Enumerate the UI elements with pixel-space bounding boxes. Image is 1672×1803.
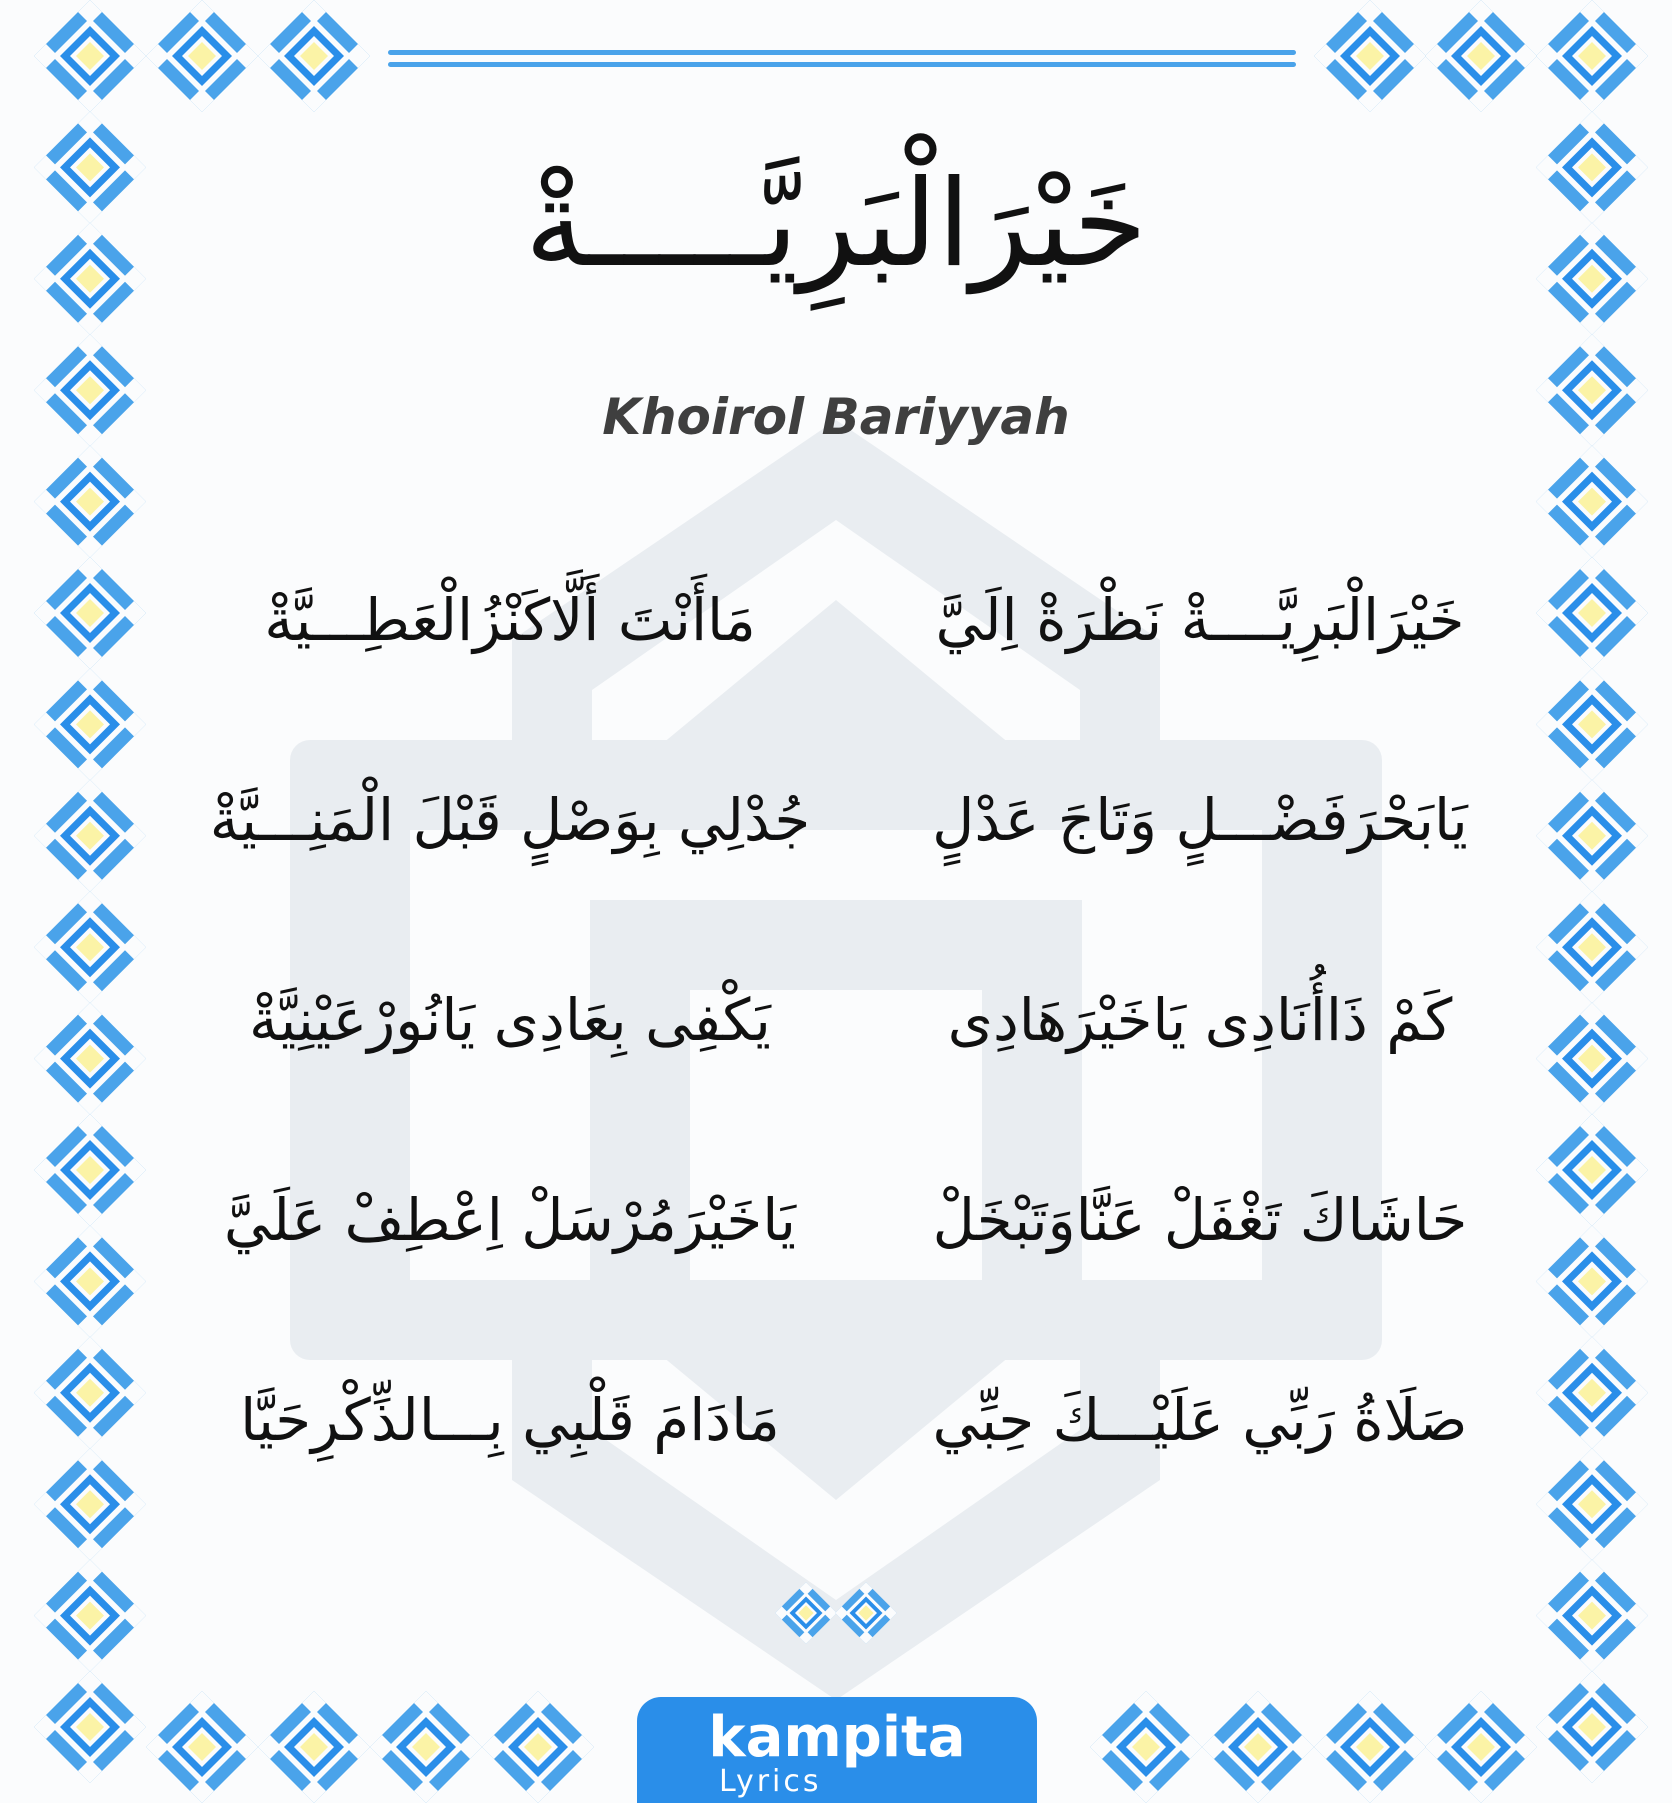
border-diamond-tile — [258, 0, 370, 112]
border-diamond-tile — [1536, 1225, 1648, 1337]
border-diamond-tile — [1536, 891, 1648, 1003]
border-diamond-tile — [1536, 446, 1648, 558]
border-diamond-tile — [1536, 1671, 1648, 1783]
border-diamond-tile — [34, 111, 146, 223]
verse-left-hemistich: يَاخَيْرَمُرْسَلْ اِعْطِفْ عَلَيَّ — [223, 1186, 797, 1254]
border-diamond-tile — [1536, 668, 1648, 780]
border-diamond-tile — [34, 1560, 146, 1672]
border-diamond-tile — [34, 1671, 146, 1783]
top-double-rule — [388, 50, 1296, 67]
border-diamond-tile — [34, 557, 146, 669]
verse-row — [170, 560, 1510, 760]
border-diamond-tile — [1425, 1691, 1537, 1803]
border-diamond-tile — [1536, 1448, 1648, 1560]
border-diamond-tile — [258, 1691, 370, 1803]
verse-row — [170, 1360, 1510, 1560]
verse-row — [170, 760, 1510, 960]
verse-right-hemistich: حَاشَاكَ تَغْفَلْ عَنَّاوَتَبْخَلْ — [932, 1186, 1468, 1254]
verse-right-hemistich: خَيْرَالْبَرِيَّــــةْ نَظْرَةْ اِلَيَّ — [935, 586, 1465, 654]
logo-sub: Lyrics — [719, 1764, 822, 1799]
logo-brand: kampita — [708, 1705, 966, 1770]
border-diamond-tile — [34, 780, 146, 892]
border-diamond-tile — [34, 1114, 146, 1226]
border-diamond-tile — [34, 1337, 146, 1449]
border-diamond-tile — [370, 1691, 482, 1803]
border-diamond-tile — [34, 1448, 146, 1560]
border-diamond-tile — [1536, 557, 1648, 669]
verse-row — [170, 960, 1510, 1160]
border-diamond-tile — [34, 334, 146, 446]
border-diamond-tile — [1536, 1560, 1648, 1672]
verse-right-hemistich: صَلَاةُ رَبِّي عَلَيْـــكَ حِبِّي — [932, 1386, 1468, 1454]
verse-left-hemistich: مَاأَنْتَ أَلَّاكَنْزُالْعَطِـــيَّةْ — [264, 586, 756, 654]
border-diamond-tile — [146, 1691, 258, 1803]
border-diamond-tile — [1536, 1114, 1648, 1226]
border-diamond-tile — [34, 223, 146, 335]
verse-list — [170, 560, 1510, 1560]
border-diamond-tile — [1202, 1691, 1314, 1803]
border-diamond-tile — [34, 1003, 146, 1115]
border-diamond-tile — [1536, 0, 1648, 112]
border-diamond-tile — [1536, 1003, 1648, 1115]
verse-row — [170, 1160, 1510, 1360]
verse-left-hemistich: يَكْفِى بِعَادِى يَانُورْعَيْنِيَّةْ — [249, 986, 771, 1054]
kampita-logo[interactable] — [637, 1697, 1037, 1803]
border-diamond-tile — [482, 1691, 594, 1803]
border-diamond-tile — [146, 0, 258, 112]
border-diamond-tile — [34, 1225, 146, 1337]
border-diamond-tile — [1536, 111, 1648, 223]
verse-left-hemistich: مَادَامَ قَلْبِي بِـــالذِّكْرِحَيَّا — [240, 1386, 780, 1454]
verse-left-hemistich: جُدْلِي بِوَصْلٍ قَبْلَ الْمَنِـــيَّةْ — [209, 786, 811, 854]
center-diamond-ornament — [775, 1582, 837, 1644]
border-diamond-tile — [1536, 780, 1648, 892]
border-diamond-tile — [1314, 1691, 1426, 1803]
border-diamond-tile — [34, 0, 146, 112]
border-diamond-tile — [1536, 1337, 1648, 1449]
border-diamond-tile — [1425, 0, 1537, 112]
verse-right-hemistich: كَمْ ذَاأُنَادِى يَاخَيْرَهَادِى — [947, 986, 1453, 1054]
border-diamond-tile — [1536, 223, 1648, 335]
border-diamond-tile — [1314, 0, 1426, 112]
page-title: خَيْرَالْبَرِيَّـــــةْ — [524, 155, 1148, 294]
center-diamond-ornament — [835, 1582, 897, 1644]
page-subtitle: Khoirol Bariyyah — [602, 388, 1070, 446]
border-diamond-tile — [1090, 1691, 1202, 1803]
border-diamond-tile — [1536, 334, 1648, 446]
border-diamond-tile — [34, 891, 146, 1003]
border-diamond-tile — [34, 668, 146, 780]
border-diamond-tile — [34, 446, 146, 558]
verse-right-hemistich: يَابَحْرَفَضْـــلٍ وَتَاجَ عَدْلٍ — [932, 786, 1468, 854]
